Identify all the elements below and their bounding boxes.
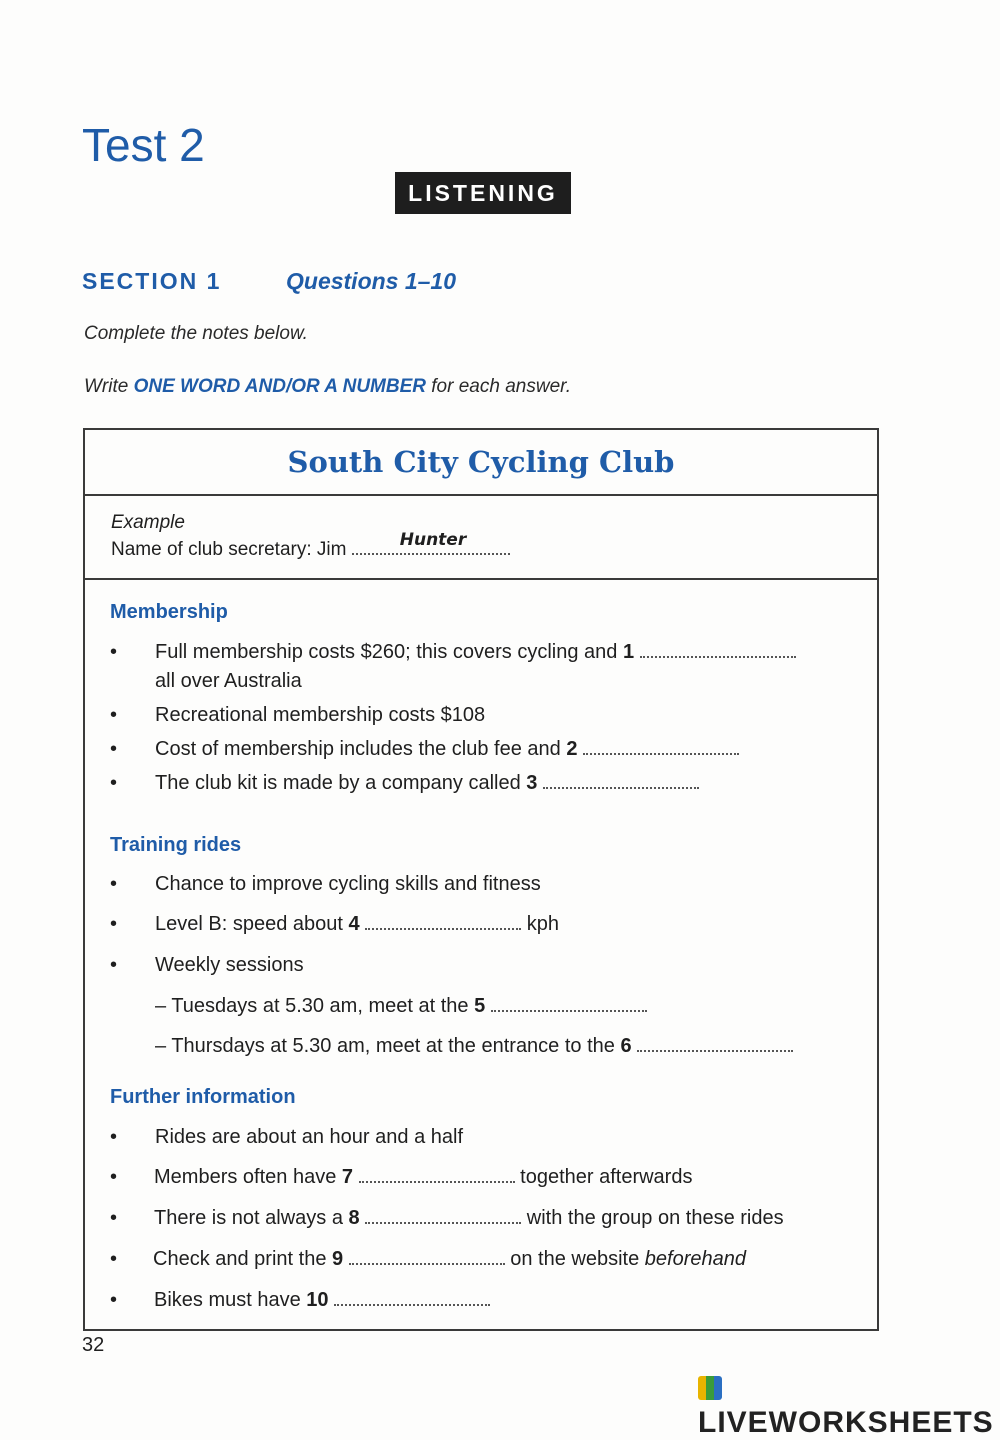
further-item-1: Rides are about an hour and a half	[155, 1126, 463, 1148]
membership-item-4: The club kit is made by a company called 3	[155, 772, 699, 795]
bullet-dot: •	[110, 954, 118, 976]
instruction-complete-notes: Complete the notes below.	[84, 323, 308, 344]
example-line: Name of club secretary: Jim Hunter	[111, 538, 510, 561]
bullet-dot: •	[110, 1126, 118, 1148]
answer-blank-6[interactable]	[637, 1035, 793, 1052]
answer-blank-10[interactable]	[334, 1289, 490, 1306]
bullet-dot: •	[110, 1166, 118, 1188]
answer-blank-3[interactable]	[543, 772, 699, 789]
membership-item-1-cont: all over Australia	[155, 670, 302, 692]
answer-blank-5[interactable]	[491, 995, 647, 1012]
page-title: Test 2	[82, 119, 205, 171]
bullet-dot: •	[110, 704, 118, 726]
bullet-dot: •	[110, 772, 118, 794]
answer-blank-4[interactable]	[365, 913, 521, 930]
example-divider	[83, 578, 879, 580]
instruction-word-limit: Write ONE WORD AND/OR A NUMBER for each answer.	[84, 376, 572, 397]
membership-item-2: Recreational membership costs $108	[155, 704, 486, 726]
answer-blank-1[interactable]	[640, 641, 796, 658]
further-item-2: Members often have 7 together afterwards	[154, 1166, 693, 1188]
training-item-1: Chance to improve cycling skills and fitness	[155, 873, 541, 895]
training-item-2: Level B: speed about 4 kph	[155, 913, 559, 935]
bullet-dot: •	[110, 913, 118, 935]
training-heading: Training rides	[110, 834, 242, 856]
further-item-5: Bikes must have 10	[154, 1289, 490, 1312]
answer-blank-7[interactable]	[359, 1166, 515, 1183]
title-divider	[83, 494, 879, 496]
training-item-3: Weekly sessions	[155, 954, 304, 976]
listening-banner: LISTENING	[395, 172, 571, 214]
further-heading: Further information	[110, 1086, 296, 1108]
notes-title: South City Cycling Club	[287, 445, 675, 479]
section-label: SECTION 1	[82, 268, 222, 294]
liveworksheets-icon	[698, 1376, 722, 1400]
liveworksheets-logo[interactable]: LIVEWORKSHEETS	[698, 1372, 1000, 1440]
answer-blank-9[interactable]	[349, 1248, 505, 1265]
further-item-3: There is not always a 8 with the group on these rides	[154, 1207, 784, 1229]
membership-heading: Membership	[110, 601, 228, 623]
bullet-dot: •	[110, 873, 118, 895]
bullet-dot: •	[110, 1248, 118, 1270]
example-label: Example	[111, 512, 185, 533]
questions-label: Questions 1–10	[286, 268, 457, 294]
bullet-dot: •	[110, 641, 118, 663]
further-item-4: Check and print the 9 on the website beforehand	[153, 1248, 746, 1270]
page-number: 32	[82, 1334, 105, 1356]
bullet-dot: •	[110, 1289, 118, 1311]
bullet-dot: •	[110, 738, 118, 760]
answer-blank-2[interactable]	[583, 738, 739, 755]
bullet-dot: •	[110, 1207, 118, 1229]
training-sub-2: – Thursdays at 5.30 am, meet at the entrance to the 6	[155, 1035, 793, 1058]
membership-item-3: Cost of membership includes the club fee and 2	[155, 738, 739, 761]
training-sub-1: – Tuesdays at 5.30 am, meet at the 5	[155, 995, 647, 1018]
membership-item-1: Full membership costs $260; this covers cycling and 1	[155, 641, 796, 664]
answer-blank-8[interactable]	[365, 1207, 521, 1224]
example-answer: Hunter	[399, 530, 467, 550]
